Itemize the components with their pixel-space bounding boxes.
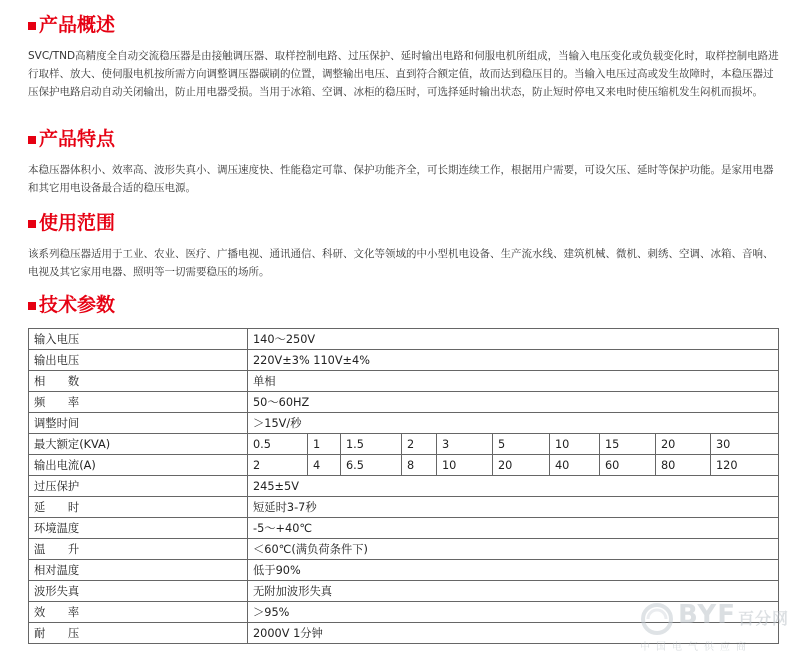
- spec-cell: 2: [402, 434, 437, 455]
- heading-bullet: [28, 302, 36, 310]
- spec-row: [29, 434, 779, 455]
- spec-row: [29, 455, 779, 476]
- spec-label: 最大额定(KVA): [29, 434, 248, 455]
- spec-cell: 4: [308, 455, 341, 476]
- spec-row: [29, 518, 779, 539]
- spec-row: [29, 350, 779, 371]
- spec-row: [29, 413, 779, 434]
- overview-heading: [28, 10, 115, 36]
- spec-label: 过压保护: [29, 476, 248, 497]
- heading-bullet: [28, 220, 36, 228]
- features-title: 产品特点: [39, 127, 116, 150]
- spec-label: 相对温度: [29, 560, 248, 581]
- spec-cell: 1.5: [341, 434, 402, 455]
- spec-cell: 120: [711, 455, 779, 476]
- spec-row: [29, 392, 779, 413]
- spec-label: 输出电压: [29, 350, 248, 371]
- spec-value: 无附加波形失真: [248, 581, 779, 602]
- watermark-subtitle: 中国电气供应商: [640, 642, 752, 653]
- spec-table-body: [29, 329, 779, 644]
- spec-cell: 0.5: [248, 434, 308, 455]
- spec-cell: 3: [437, 434, 493, 455]
- spec-label: 效 率: [29, 602, 248, 623]
- spec-label: 输出电流(A): [29, 455, 248, 476]
- specs-heading: [28, 290, 115, 316]
- spec-value: -5～+40℃: [248, 518, 779, 539]
- spec-row: [29, 371, 779, 392]
- scope-heading: [28, 208, 115, 234]
- spec-cell: 10: [550, 434, 600, 455]
- scope-title: 使用范围: [39, 211, 116, 234]
- spec-cell: 30: [711, 434, 779, 455]
- watermark-logo-suffix: 百分网: [738, 609, 790, 628]
- spec-row: [29, 329, 779, 350]
- byf-logo-icon: [640, 602, 674, 636]
- spec-cell: 10: [437, 455, 493, 476]
- spec-label: 相 数: [29, 371, 248, 392]
- spec-value: 50～60HZ: [248, 392, 779, 413]
- watermark-logo-text: BYF: [678, 600, 736, 630]
- spec-label: 耐 压: [29, 623, 248, 644]
- spec-label: 环境温度: [29, 518, 248, 539]
- overview-title: 产品概述: [39, 13, 116, 36]
- heading-bullet: [28, 136, 36, 144]
- spec-label: 温 升: [29, 539, 248, 560]
- spec-row: [29, 539, 779, 560]
- spec-value: 2000V 1分钟: [248, 623, 779, 644]
- spec-row: [29, 581, 779, 602]
- features-text: 本稳压器体积小、效率高、波形失真小、调压速度快、性能稳定可靠、保护功能齐全，可长期连续工作，根据用户需要，可设欠压、延时等保护功能。是家用电器和其它用电设备最合适的稳压电源。: [28, 164, 774, 194]
- spec-cell: 5: [493, 434, 550, 455]
- spec-cell: 80: [656, 455, 711, 476]
- spec-label: 波形失真: [29, 581, 248, 602]
- spec-cell: 6.5: [341, 455, 402, 476]
- overview-text: SVC/TND高精度全自动交流稳压器是由接触调压器、取样控制电路、过压保护、延时输出电路和伺服电机所组成，当输入电压变化或负载变化时，取样控制电路进行取样、放大、使伺服电机按所需方向调整调压器碳刷的位置，调整输出电压、直到符合额定值，故而达到稳压目的。当输入电压过高或发生故障时，本稳压器过压保护电路启动自动关闭输出，防止用电器受损。当用于冰箱、空调、冰柜的稳压时，可选择延时输出状态，防止短时停电又来电时使压缩机发生闷机而损坏。: [28, 50, 779, 98]
- spec-label: 频 率: [29, 392, 248, 413]
- heading-bullet: [28, 22, 36, 30]
- spec-table: [28, 328, 779, 644]
- spec-value: ＞15V/秒: [248, 413, 779, 434]
- spec-cell: 60: [600, 455, 656, 476]
- spec-cell: 2: [248, 455, 308, 476]
- spec-label: 调整时间: [29, 413, 248, 434]
- scope-text: 该系列稳压器适用于工业、农业、医疗、广播电视、通讯通信、科研、文化等领域的中小型机电设备、生产流水线、建筑机械、微机、刺绣、空调、冰箱、音响、电视及其它家用电器、照明等一切需要稳压的场所。: [28, 248, 774, 278]
- spec-cell: 1: [308, 434, 341, 455]
- specs-title: 技术参数: [39, 293, 116, 316]
- spec-label: 输入电压: [29, 329, 248, 350]
- spec-value: 单相: [248, 371, 779, 392]
- spec-cell: 15: [600, 434, 656, 455]
- spec-value: 245±5V: [248, 476, 779, 497]
- spec-row: [29, 497, 779, 518]
- spec-value: 220V±3% 110V±4%: [248, 350, 779, 371]
- watermark: [640, 600, 790, 660]
- spec-cell: 20: [493, 455, 550, 476]
- spec-value: 短延时3-7秒: [248, 497, 779, 518]
- spec-row: [29, 560, 779, 581]
- spec-cell: 8: [402, 455, 437, 476]
- spec-cell: 20: [656, 434, 711, 455]
- spec-cell: 40: [550, 455, 600, 476]
- spec-value: ＜60℃(满负荷条件下): [248, 539, 779, 560]
- spec-row: [29, 476, 779, 497]
- spec-value: ＞95%: [248, 602, 779, 623]
- spec-label: 延 时: [29, 497, 248, 518]
- spec-value: 低于90%: [248, 560, 779, 581]
- features-heading: [28, 124, 115, 150]
- spec-value: 140～250V: [248, 329, 779, 350]
